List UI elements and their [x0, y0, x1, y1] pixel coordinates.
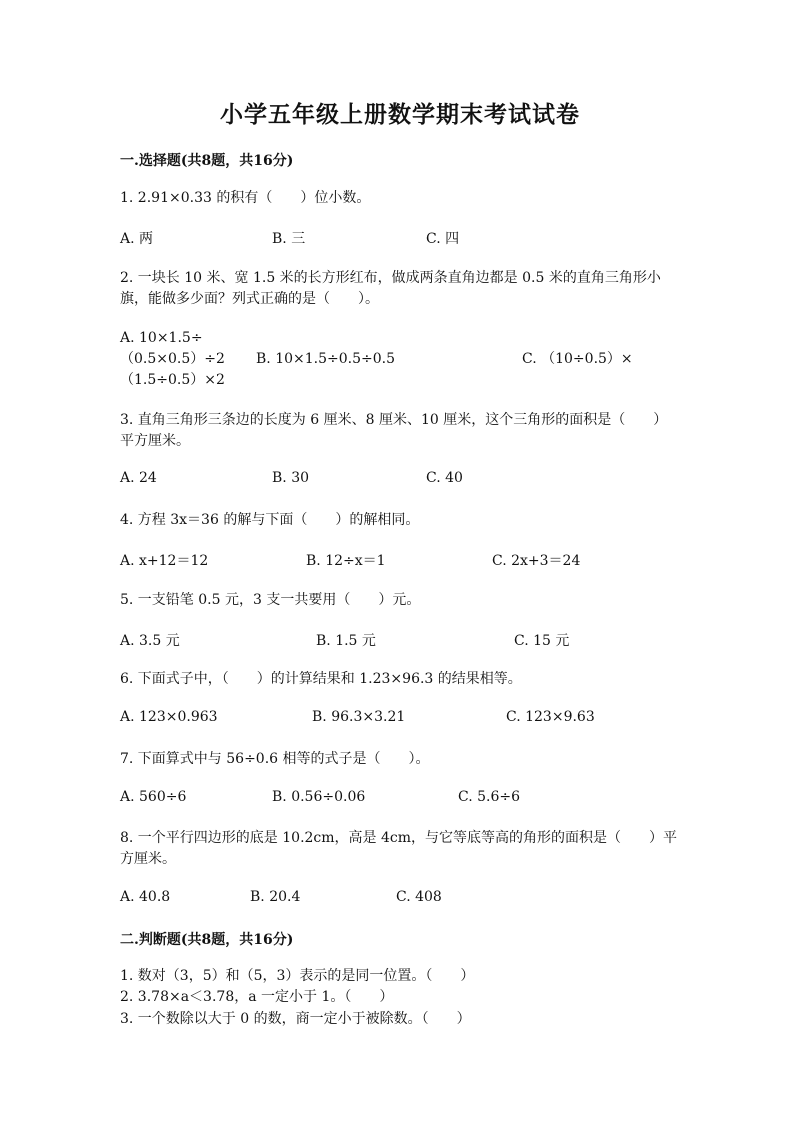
option-b: B. 三	[272, 231, 306, 247]
question-1: 1. 2.91×0.33 的积有（ ）位小数。	[120, 190, 371, 206]
question-6: 6. 下面式子中，（ ）的计算结果和 1.23×96.3 的结果相等。	[120, 671, 522, 687]
option-b: B. 96.3×3.21	[312, 709, 406, 725]
option-c: C. 408	[396, 889, 442, 905]
option-c: C. 5.6÷6	[458, 789, 521, 805]
option-c: C. 123×9.63	[506, 709, 595, 725]
option-a: A. 24	[120, 470, 157, 486]
option-c: C. 四	[426, 231, 460, 247]
question-7-options	[120, 789, 700, 811]
question-3: 3. 直角三角形三条边的长度为 6 厘米、8 厘米、10 厘米，这个三角形的面积是（ ）平方厘米。	[120, 412, 668, 449]
option-a: A. x+12＝12	[120, 553, 209, 569]
judgement-item-2: 2. 3.78×a＜3.78，a 一定小于 1。（ ）	[120, 989, 394, 1005]
option-b: B. 12÷x＝1	[306, 553, 386, 569]
option-a: A. 3.5 元	[120, 633, 180, 649]
option-c: C. 15 元	[514, 633, 570, 649]
question-3-options	[120, 470, 700, 492]
option-b: B. 20.4	[250, 889, 301, 905]
option-c: C. 40	[426, 470, 463, 486]
question-6-options	[120, 709, 700, 731]
section-heading-choice: 一.选择题(共8题，共16分)	[120, 153, 294, 169]
option-a: A. 123×0.963	[120, 709, 218, 725]
section-heading-judgement: 二.判断题(共8题，共16分)	[120, 932, 294, 948]
judgement-item-3: 3. 一个数除以大于 0 的数，商一定小于被除数。（ ）	[120, 1011, 471, 1027]
option-c: C. （10÷0.5）×（1.5÷0.5）×2	[120, 351, 633, 388]
option-b: B. 0.56÷0.06	[272, 789, 366, 805]
question-7: 7. 下面算式中与 56÷0.6 相等的式子是（ ）。	[120, 751, 430, 767]
option-a: A. 10×1.5÷（0.5×0.5）÷2	[120, 330, 225, 367]
judgement-item-1: 1. 数对（3，5）和（5，3）表示的是同一位置。（ ）	[120, 968, 475, 984]
question-8-options	[120, 889, 700, 911]
question-8: 8. 一个平行四边形的底是 10.2cm，高是 4cm，与它等底等高的角形的面积是（ ）平方厘米。	[120, 830, 678, 867]
option-a: A. 560÷6	[120, 789, 187, 805]
option-b: B. 1.5 元	[316, 633, 376, 649]
page-title: 小学五年级上册数学期末考试试卷	[220, 101, 580, 128]
question-4: 4. 方程 3x＝36 的解与下面（ ）的解相同。	[120, 512, 420, 528]
question-5-options	[120, 630, 700, 652]
option-c: C. 2x+3＝24	[492, 553, 581, 569]
option-a: A. 两	[120, 231, 154, 247]
option-b: B. 10×1.5÷0.5÷0.5	[256, 351, 395, 367]
question-4-options	[120, 550, 700, 572]
option-a: A. 40.8	[120, 889, 171, 905]
option-b: B. 30	[272, 470, 310, 486]
question-5: 5. 一支铅笔 0.5 元，3 支一共要用（ ）元。	[120, 592, 421, 608]
question-2: 2. 一块长 10 米、宽 1.5 米的长方形红布，做成两条直角边都是 0.5 米的直角三角形小旗，能做多少面？列式正确的是（ ）。	[120, 270, 661, 307]
question-1-options	[120, 228, 700, 250]
